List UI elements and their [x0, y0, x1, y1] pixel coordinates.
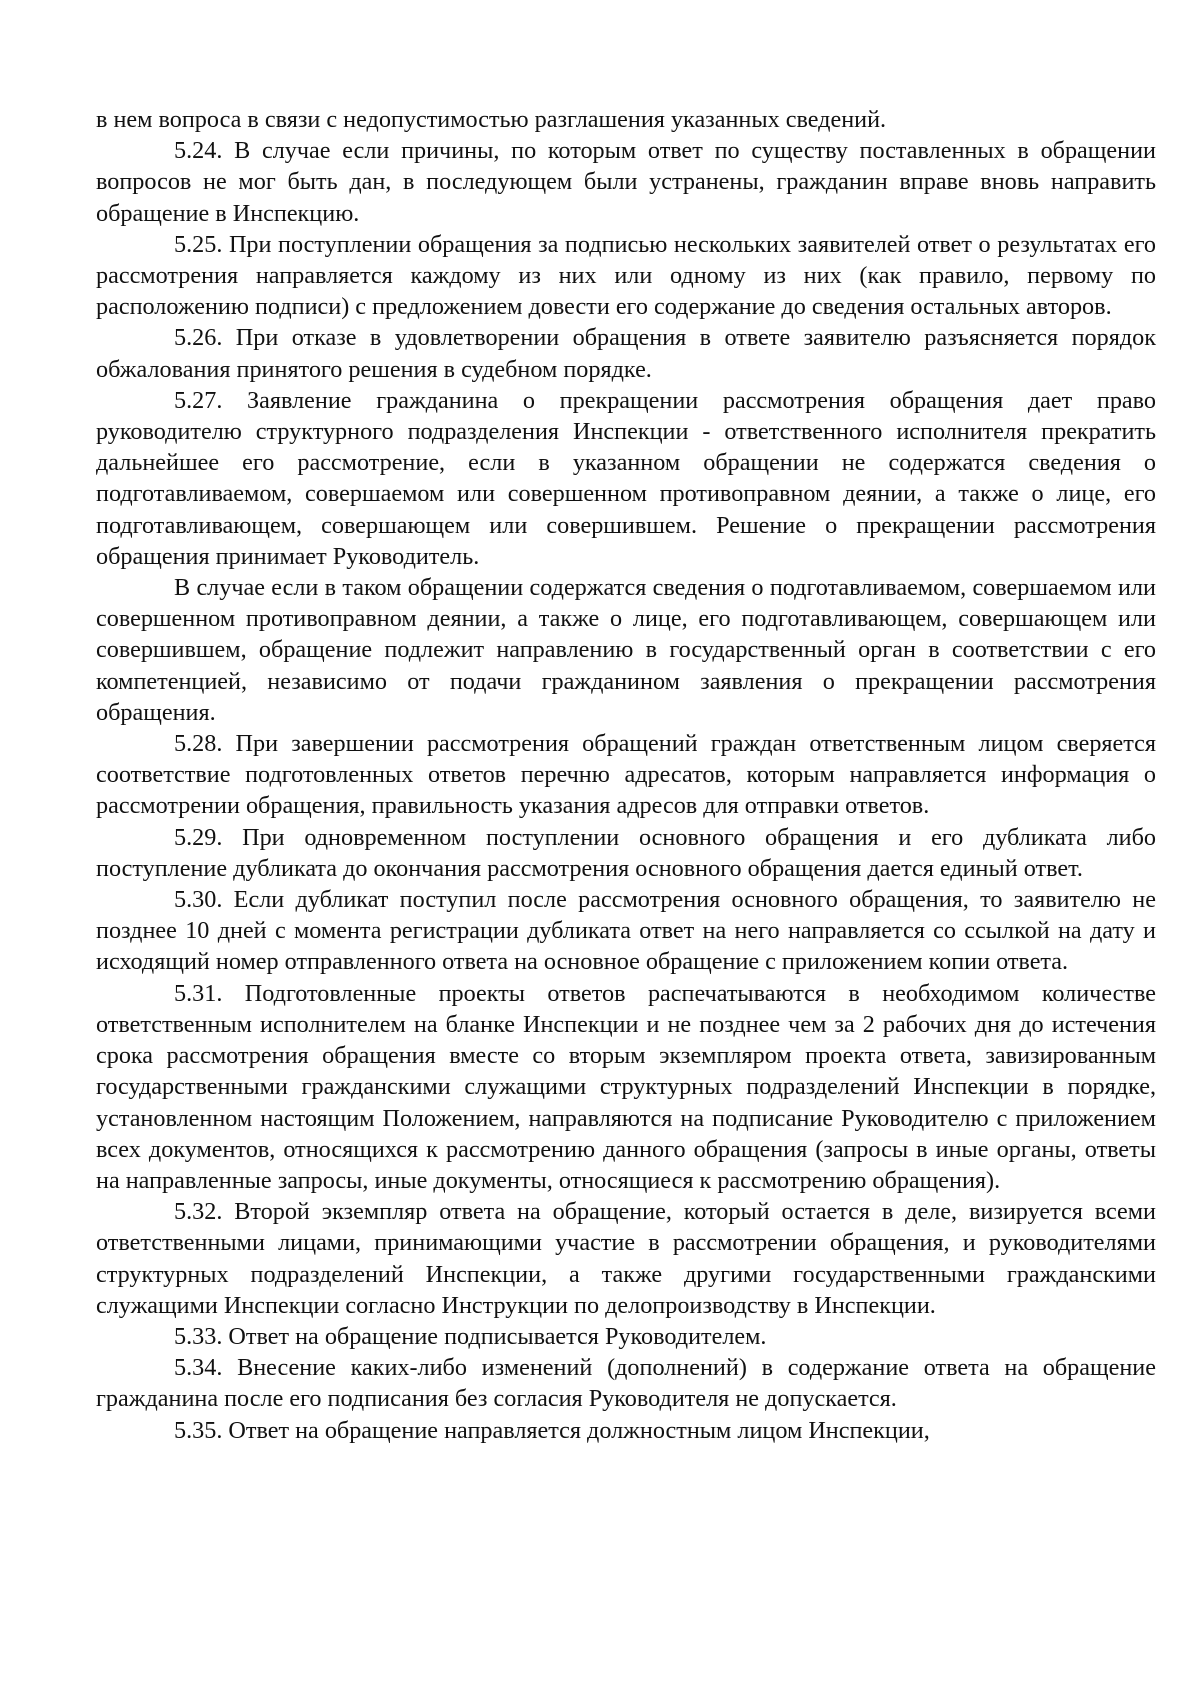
paragraph-5-30: 5.30. Если дубликат поступил после рассмотрения основного обращения, то заявителю не позднее 10 дней с момента регистрации дубликата ответ на него направляется со ссылкой на дату и исходящий номер отправленного ответа на основное обращение с приложением копии ответа.	[96, 886, 1156, 976]
paragraph-5-32: 5.32. Второй экземпляр ответа на обращение, который остается в деле, визируется всеми ответственными лицами, принимающими участие в рассмотрении обращения, и руководителями структурных подразделений Инспекции, а также другими государственными гражданскими служащими Инспекции согласно Инструкции по делопроизводству в Инспекции.	[96, 1198, 1156, 1319]
paragraph-5-25: 5.25. При поступлении обращения за подписью нескольких заявителей ответ о результатах его рассмотрения направляется каждому из них или одному из них (как правило, первому по расположению подписи) с предложением довести его содержание до сведения остальных авторов.	[96, 230, 1156, 321]
paragraph-5-35: 5.35. Ответ на обращение направляется должностным лицом Инспекции,	[174, 1416, 930, 1444]
paragraph-5-26: 5.26. При отказе в удовлетворении обращения в ответе заявителю разъясняется порядок обжалования принятого решения в судебном порядке.	[96, 324, 1156, 383]
paragraph-5-33: 5.33. Ответ на обращение подписывается Руководителем.	[174, 1322, 767, 1350]
paragraph-5-29: 5.29. При одновременном поступлении основного обращения и его дубликата либо поступление дубликата до окончания рассмотрения основного обращения дается единый ответ.	[96, 823, 1156, 882]
paragraph-5-31: 5.31. Подготовленные проекты ответов распечатываются в необходимом количестве ответственным исполнителем на бланке Инспекции и не позднее чем за 2 рабочих дня до истечения срока рассмотрения обращения вместе со вторым экземпляром проекта ответа, завизированным государственными гражданскими служащими структурных подразделений Инспекции в порядке, установленном настоящим Положением, направляются на подписание Руководителю с приложением всех документов, относящихся к рассмотрению данного обращения (запросы в иные органы, ответы на направленные запросы, иные документы, относящиеся к рассмотрению обращения).	[96, 979, 1156, 1194]
paragraph-5-27: 5.27. Заявление гражданина о прекращении рассмотрения обращения дает право руководителю структурного подразделения Инспекции - ответственного исполнителя прекратить дальнейшее его рассмотрение, если в указанном обращении не содержатся сведения о подготавливаемом, совершаемом или совершенном противоправном деянии, а также о лице, его подготавливающем, совершающем или совершившем. Решение о прекращении рассмотрения обращения принимает Руководитель.	[96, 386, 1156, 570]
paragraph-5-28: 5.28. При завершении рассмотрения обращений граждан ответственным лицом сверяется соответствие подготовленных ответов перечню адресатов, которым направляется информация о рассмотрении обращения, правильность указания адресов для отправки ответов.	[96, 730, 1156, 820]
document-page	[96, 104, 1156, 1446]
paragraph-5-24: 5.24. В случае если причины, по которым ответ по существу поставленных в обращении вопросов не мог быть дан, в последующем были устранены, гражданин вправе вновь направить обращение в Инспекцию.	[96, 137, 1156, 227]
paragraph-5-27-second: В случае если в таком обращении содержатся сведения о подготавливаемом, совершаемом или совершенном противоправном деянии, а также о лице, его подготавливающем, совершающем или совершившем, обращение подлежит направлению в государственный орган в соответствии с его компетенцией, независимо от подачи гражданином заявления о прекращении рассмотрения обращения.	[96, 574, 1156, 726]
paragraph-continuation: в нем вопроса в связи с недопустимостью разглашения указанных сведений.	[96, 106, 887, 133]
paragraph-5-34: 5.34. Внесение каких-либо изменений (дополнений) в содержание ответа на обращение гражданина после его подписания без согласия Руководителя не допускается.	[96, 1354, 1156, 1413]
